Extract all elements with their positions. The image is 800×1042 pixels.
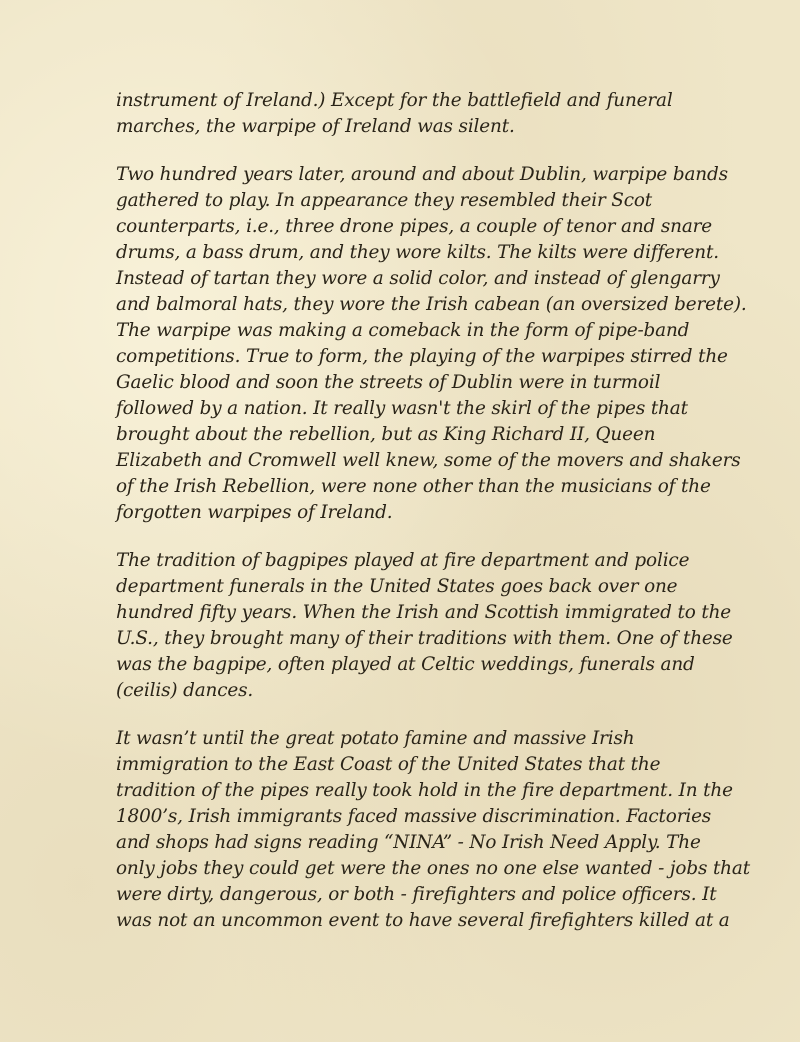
text-line: (ceilis) dances. <box>116 680 254 701</box>
text-line: drums, a bass drum, and they wore kilts. The kilts were different. <box>116 242 719 263</box>
text-line: Two hundred years later, around and about Dublin, warpipe bands <box>116 164 728 185</box>
paragraph-1 <box>116 88 700 140</box>
text-line: forgotten warpipes of Ireland. <box>116 502 393 523</box>
text-line: immigration to the East Coast of the United States that the <box>116 754 661 775</box>
text-line: The warpipe was making a comeback in the form of pipe-band <box>116 320 690 341</box>
text-line: followed by a nation. It really wasn't the skirl of the pipes that <box>116 398 688 419</box>
text-line: and shops had signs reading “NINA” - No Irish Need Apply. The <box>116 832 701 853</box>
text-line: was not an uncommon event to have several firefighters killed at a <box>116 910 730 931</box>
text-line: and balmoral hats, they wore the Irish cabean (an oversized berete). <box>116 294 747 315</box>
text-line: tradition of the pipes really took hold in the fire department. In the <box>116 780 733 801</box>
text-line: Elizabeth and Cromwell well knew, some of the movers and shakers <box>116 450 741 471</box>
text-line: 1800’s, Irish immigrants faced massive discrimination. Factories <box>116 806 712 827</box>
paragraph-4 <box>116 726 750 934</box>
text-line: were dirty, dangerous, or both - firefighters and police officers. It <box>116 884 717 905</box>
text-line: It wasn’t until the great potato famine and massive Irish <box>116 728 635 749</box>
text-line: hundred fifty years. When the Irish and Scottish immigrated to the <box>116 602 732 623</box>
text-line: competitions. True to form, the playing of the warpipes stirred the <box>116 346 728 367</box>
text-line: Gaelic blood and soon the streets of Dublin were in turmoil <box>116 372 661 393</box>
paragraph-2 <box>116 162 747 526</box>
text-line: was the bagpipe, often played at Celtic weddings, funerals and <box>116 654 695 675</box>
text-line: U.S., they brought many of their traditions with them. One of these <box>116 628 733 649</box>
text-line: brought about the rebellion, but as King Richard II, Queen <box>116 424 656 445</box>
text-line: counterparts, i.e., three drone pipes, a couple of tenor and snare <box>116 216 713 237</box>
text-line: of the Irish Rebellion, were none other than the musicians of the <box>116 476 711 497</box>
text-line: Instead of tartan they wore a solid color, and instead of glengarry <box>116 268 720 289</box>
paragraph-3 <box>116 548 733 704</box>
text-line: department funerals in the United States goes back over one <box>116 576 678 597</box>
text-line: instrument of Ireland.) Except for the battlefield and funeral <box>116 90 673 111</box>
text-line: marches, the warpipe of Ireland was silent. <box>116 116 515 137</box>
text-line: gathered to play. In appearance they resembled their Scot <box>116 190 653 211</box>
text-line: The tradition of bagpipes played at fire department and police <box>116 550 690 571</box>
text-line: only jobs they could get were the ones no one else wanted - jobs that <box>116 858 750 879</box>
